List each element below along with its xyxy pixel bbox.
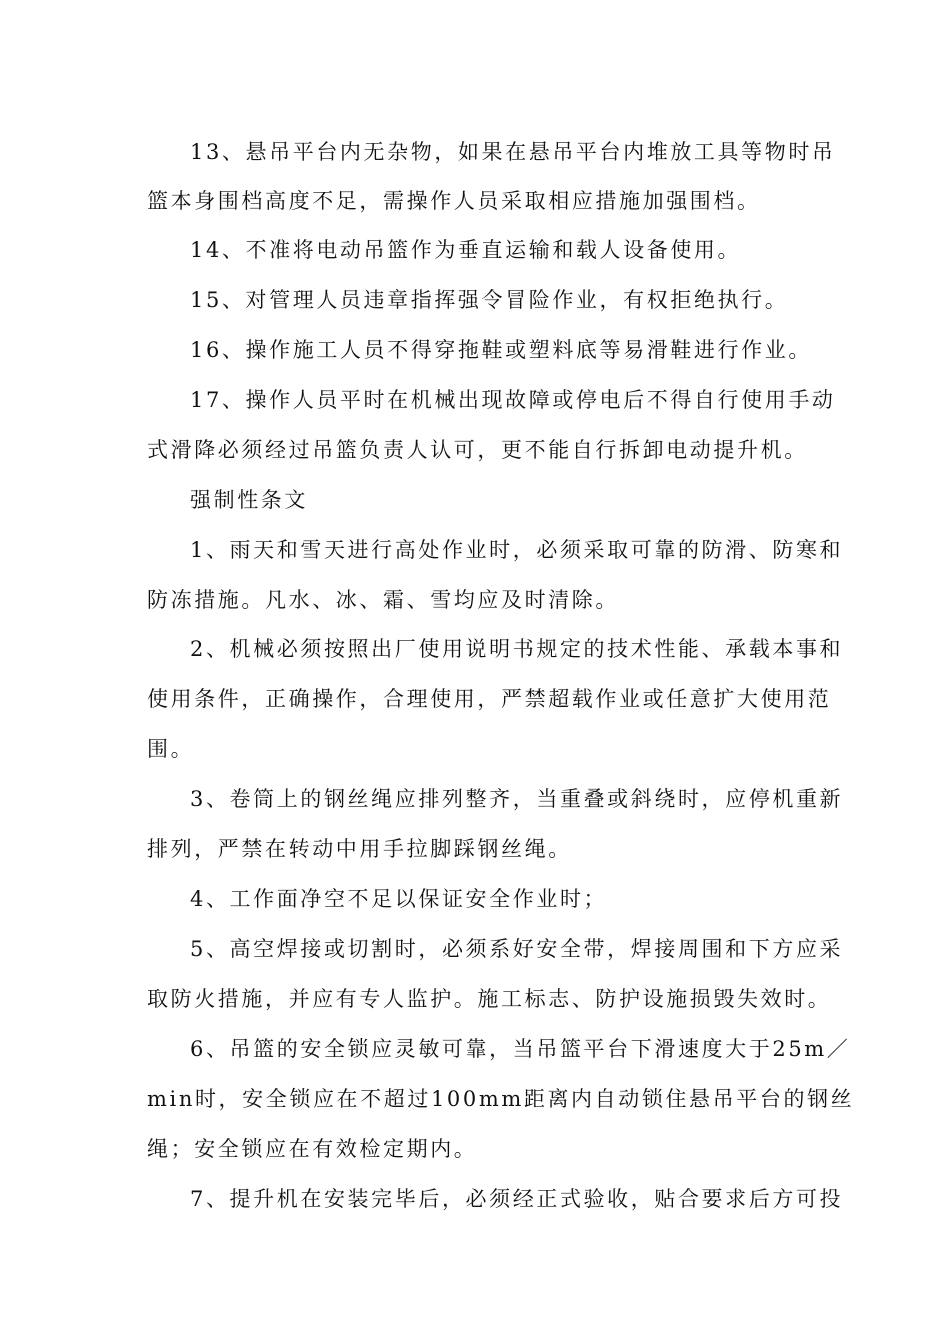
clause-1-line-2: 防冻措施。凡水、冰、霜、雪均应及时清除。: [147, 588, 619, 612]
clause-3-line-1: 3、卷筒上的钢丝绳应排列整齐，当重叠或斜绕时，应停机重新: [190, 787, 844, 811]
clause-4: 4、工作面净空不足以保证安全作业时；: [190, 887, 608, 911]
clause-2-line-1: 2、机械必须按照出厂使用说明书规定的技术性能、承载本事和: [190, 637, 844, 661]
paragraph-17-line-2: 式滑降必须经过吊篮负责人认可，更不能自行拆卸电动提升机。: [147, 438, 808, 462]
clause-2-line-2: 使用条件，正确操作，合理使用，严禁超载作业或任意扩大使用范: [147, 687, 832, 711]
clause-2-line-3: 围。: [147, 737, 195, 761]
paragraph-13-line-1: 13、悬吊平台内无杂物，如果在悬吊平台内堆放工具等物时吊: [190, 140, 836, 164]
paragraph-13-line-2: 篮本身围档高度不足，需操作人员采取相应措施加强围档。: [147, 189, 761, 213]
paragraph-14: 14、不准将电动吊篮作为垂直运输和载人设备使用。: [190, 238, 742, 262]
clause-5-line-1: 5、高空焊接或切割时，必须系好安全带，焊接周围和下方应采: [190, 937, 844, 961]
paragraph-15: 15、对管理人员违章指挥强令冒险作业，有权拒绝执行。: [190, 288, 789, 312]
clause-6-line-2: min时，安全锁应在不超过100mm距离内自动锁住悬吊平台的钢丝: [147, 1087, 855, 1111]
clause-6-line-3: 绳；安全锁应在有效检定期内。: [147, 1137, 478, 1161]
clause-5-line-2: 取防火措施，并应有专人监护。施工标志、防护设施损毁失效时。: [147, 987, 832, 1011]
clause-7-line-1: 7、提升机在安装完毕后，必须经正式验收，贴合要求后方可投: [190, 1187, 844, 1211]
paragraph-16: 16、操作施工人员不得穿拖鞋或塑料底等易滑鞋进行作业。: [190, 338, 812, 362]
paragraph-17-line-1: 17、操作人员平时在机械出现故障或停电后不得自行使用手动: [190, 388, 836, 412]
clause-3-line-2: 排列，严禁在转动中用手拉脚踩钢丝绳。: [147, 837, 572, 861]
clause-6-line-1: 6、吊篮的安全锁应灵敏可靠，当吊篮平台下滑速度大于25m／: [190, 1037, 851, 1061]
clause-1-line-1: 1、雨天和雪天进行高处作业时，必须采取可靠的防滑、防寒和: [190, 538, 844, 562]
section-heading: 强制性条文: [190, 488, 308, 512]
